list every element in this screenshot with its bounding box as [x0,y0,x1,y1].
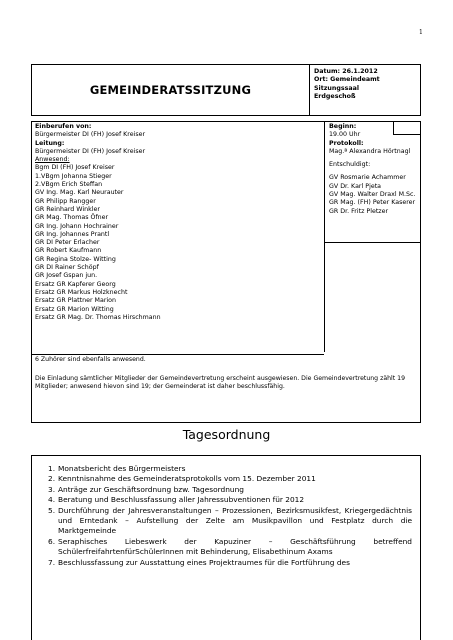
header-box [31,64,421,116]
present-member: Ersatz GR Kapferer Georg [35,280,116,288]
meeting-room: Sitzungssaal [314,84,359,92]
agenda-title: Tagesordnung [182,427,271,442]
agenda-item-number: 7. [48,557,56,567]
agenda-box [31,455,421,640]
agenda-item-text: Anträge zur Geschäftsordnung bzw. Tagesordnung [58,484,244,494]
present-list [35,164,161,322]
agenda-item-number: 6. [48,536,56,546]
agenda-item-number: 5. [48,505,56,515]
convened-value: Bürgermeister DI (FH) Josef Kreiser [35,131,146,139]
present-member: GV Ing. Mag. Karl Neurauter [35,189,124,197]
present-member: GR Philipp Rangger [35,197,96,205]
page-number: 1 [419,29,423,36]
audience-note: 6 Zuhörer sind ebenfalls anwesend. [35,356,146,363]
agenda-item [48,474,412,484]
meeting-date: Datum: 26.1.2012 [314,68,378,75]
excused-member: GR Dr. Fritz Pletzer [329,207,389,215]
present-member: GR Ing. Johannes Prantl [35,230,110,238]
excused-label: Entschuldigt: [329,161,371,169]
agenda-item-number: 2. [48,474,56,484]
agenda-item [48,537,412,558]
excused-member: GR Mag. (FH) Peter Kaserer [329,199,416,207]
agenda-item-text: Monatsbericht des Bürgermeisters [58,464,186,473]
present-member: Ersatz GR Marion Witting [35,305,114,313]
agenda-item [48,464,412,474]
attendance-left-column [35,123,161,322]
agenda-item-text: Beratung und Beschlussfassung aller Jahressubventionen für 2012 [58,495,305,505]
present-member: GR Ing. Johann Hochrainer [35,222,119,230]
attendance-box [31,121,421,423]
present-member: Bgm DI (FH) Josef Kreiser [35,164,115,172]
agenda-item [48,506,412,537]
present-member: GR Mag. Thomas Öfner [35,214,109,222]
present-member: GR DI Peter Erlacher [35,239,100,247]
start-label: Beginn: [329,123,357,130]
agenda-item [48,558,412,568]
excused-member: GV Rosmarie Achammer [329,174,406,182]
agenda-item-text: Seraphisches Liebeswerk der Kapuziner – Geschäftsführung betreffend SchülerfreifahrtenfürSchülerInnen mit Behinderung, Elisabethinum Axams [58,536,412,557]
agenda-item-number: 4. [48,495,56,505]
convened-label: Einberufen von: [35,123,92,130]
present-label: Anwesend: [35,156,70,164]
attendance-divider [324,122,325,352]
minutes-value: Mag.ª Alexandra Hörtnagl [329,147,411,155]
attendance-bottom-divider [32,354,324,355]
chair-label: Leitung: [35,139,65,147]
chair-value: Bürgermeister DI (FH) Josef Kreiser [35,147,146,155]
excused-list [329,174,416,215]
present-member: Ersatz GR Markus Holzknecht [35,288,128,296]
present-member: GR Robert Kaufmann [35,247,102,255]
meeting-info [314,68,380,102]
quorum-note: Die Einladung sämtlicher Mitglieder der Gemeindevertretung erscheint ausgewiesen. Die Gemeindevertretung zählt 19 Mitglieder; anwesend hievon sind 19; der Gemeinderat ist daher beschlussfähig. [35,375,406,391]
agenda-item [48,495,412,505]
present-member: Ersatz GR Mag. Dr. Thomas Hirschmann [35,313,161,321]
agenda-item [48,485,412,495]
meeting-location: Ort: Gemeindeamt [314,76,380,84]
meeting-floor: Erdgeschoß [314,93,356,101]
agenda-item-text: Kenntnisnahme des Gemeinderatsprotokolls vom 15. Dezember 2011 [58,474,316,484]
excused-divider [324,242,421,243]
page-title: GEMEINDERATSSITZUNG [89,83,252,97]
present-member: GR Regina Stolze- Witting [35,255,116,263]
agenda-item-text: Beschlussfassung zur Ausstattung eines Projektraumes für die Fortführung des [58,557,350,567]
present-member: 1.VBgm Johanna Stieger [35,172,112,180]
attendance-right-column [329,123,416,216]
present-member: GR Reinhard Winkler [35,205,100,213]
present-member: GR DI Rainer Schöpf [35,264,99,272]
agenda-item-text: Durchführung der Jahresveranstaltungen – Prozessionen, Bezirksmusikfest, Kriegergedächtnis und Erntedank – Aufstellung der Zelte am Musikpavillon und Festplatz durch die Marktgemeinde [58,505,412,536]
present-member: Ersatz GR Plattner Marion [35,297,117,305]
excused-member: GV Mag. Walter Draxl M.Sc. [329,191,416,199]
agenda-item-number: 1. [48,464,56,473]
present-member: 2.VBgm Erich Steffan [35,181,103,189]
agenda-list [48,464,412,568]
start-value: 19.00 Uhr [329,131,361,139]
excused-member: GV Dr. Karl Pjeta [329,182,382,190]
header-divider [309,65,310,115]
minutes-label: Protokoll: [329,139,364,147]
present-member: GR Josef Gspan jun. [35,272,98,280]
agenda-item-number: 3. [48,484,56,494]
